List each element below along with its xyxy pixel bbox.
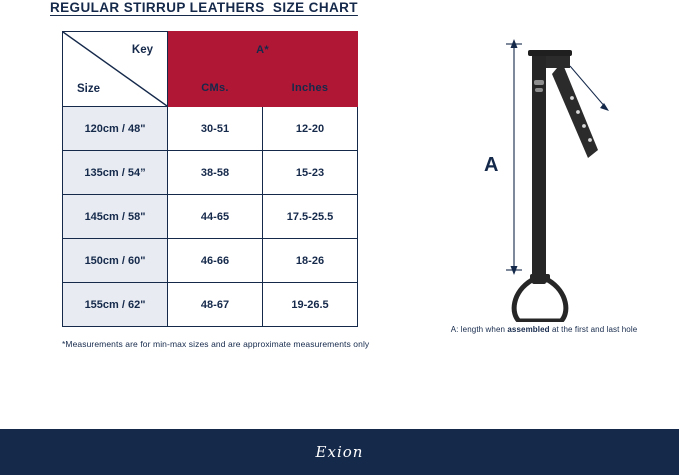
stirrup-diagram-icon xyxy=(420,22,660,322)
size-label: Size xyxy=(77,83,101,95)
row-size-label: 145cm / 58" xyxy=(63,195,168,239)
row-size-label: 120cm / 48" xyxy=(63,107,168,151)
dimension-label-a: A xyxy=(484,154,499,176)
row-inches-value: 15-23 xyxy=(263,151,358,195)
row-cms-value: 44-65 xyxy=(168,195,263,239)
size-chart-table-wrapper xyxy=(62,31,358,327)
table-row xyxy=(63,239,358,283)
row-cms-value: 30-51 xyxy=(168,107,263,151)
caption-suffix: at the first and last hole xyxy=(549,325,638,334)
table-row xyxy=(63,283,358,327)
key-label: Key xyxy=(131,44,153,56)
caption-prefix: A: length when xyxy=(450,325,508,334)
brand-logo: Exion xyxy=(315,443,364,461)
measurements-footnote: *Measurements are for min-max sizes and are approximate measurements only xyxy=(62,339,370,349)
caption-bold: assembled xyxy=(507,325,550,334)
table-row xyxy=(63,151,358,195)
header-cms: CMs. xyxy=(168,69,263,107)
corner-key-size-cell xyxy=(63,32,168,107)
diagram-caption xyxy=(424,325,664,334)
row-inches-value: 18-26 xyxy=(263,239,358,283)
row-inches-value: 19-26.5 xyxy=(263,283,358,327)
row-size-label: 150cm / 60" xyxy=(63,239,168,283)
row-inches-value: 17.5-25.5 xyxy=(263,195,358,239)
table-row xyxy=(63,195,358,239)
row-cms-value: 38-58 xyxy=(168,151,263,195)
stirrup-leather-diagram xyxy=(420,22,660,322)
header-group-a: A* xyxy=(168,32,358,69)
size-chart-table xyxy=(62,31,358,327)
row-size-label: 135cm / 54” xyxy=(63,151,168,195)
header-inches: Inches xyxy=(263,69,358,107)
table-header-row xyxy=(63,32,358,69)
row-size-label: 155cm / 62" xyxy=(63,283,168,327)
row-cms-value: 48-67 xyxy=(168,283,263,327)
page-title: REGULAR STIRRUP LEATHERS SIZE CHART xyxy=(50,0,358,15)
row-inches-value: 12-20 xyxy=(263,107,358,151)
table-row xyxy=(63,107,358,151)
row-cms-value: 46-66 xyxy=(168,239,263,283)
footer-bar xyxy=(0,429,679,475)
